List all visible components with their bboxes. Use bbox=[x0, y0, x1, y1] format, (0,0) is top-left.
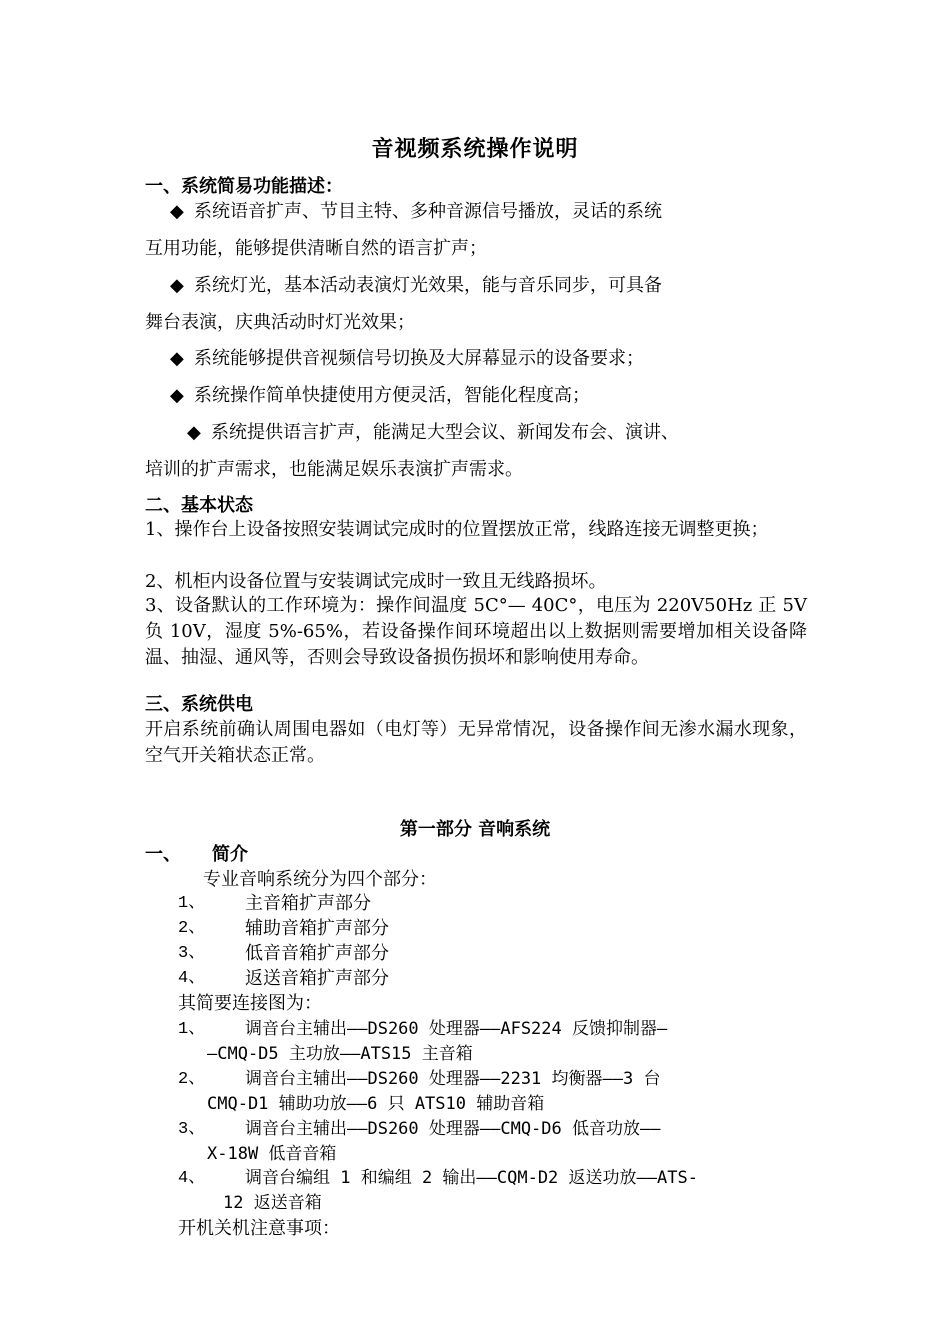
bullet-text: 系统灯光，基本活动表演灯光效果，能与音乐同步，可具备 bbox=[194, 275, 662, 296]
diamond-bullet-icon: ◆ bbox=[170, 275, 184, 296]
bullet-text: 系统提供语言扩声，能满足大型会议、新闻发布会、演讲、 bbox=[211, 422, 679, 443]
part-title: 第一部分 音响系统 bbox=[399, 819, 551, 840]
intro-heading: 简介 bbox=[212, 844, 248, 865]
connection-item bbox=[207, 1166, 807, 1216]
connection-intro: 其简要连接图为： bbox=[178, 993, 322, 1014]
list-number: 2、 bbox=[178, 919, 206, 938]
connection-line: X-18W 低音音箱 bbox=[207, 1144, 337, 1164]
bullet-item-5-cont: 培训的扩声需求，也能满足娱乐表演扩声需求。 bbox=[145, 459, 523, 480]
notes-heading: 开机关机注意事项： bbox=[178, 1218, 340, 1239]
page-title: 音视频系统操作说明 bbox=[371, 136, 579, 162]
bullet-text: 系统能够提供音视频信号切换及大屏幕显示的设备要求； bbox=[194, 348, 644, 369]
bullet-item-5 bbox=[187, 420, 679, 446]
intro-number: 一、 bbox=[145, 844, 181, 865]
diamond-bullet-icon: ◆ bbox=[170, 348, 184, 369]
list-number: 1、 bbox=[178, 1020, 206, 1039]
connection-line: 调音台主辅出——DS260 处理器——CMQ-D6 低音功放—— bbox=[245, 1119, 661, 1139]
diamond-bullet-icon: ◆ bbox=[170, 385, 184, 406]
diamond-bullet-icon: ◆ bbox=[170, 201, 184, 222]
list-number: 3、 bbox=[178, 944, 206, 963]
list-item: 主音箱扩声部分 bbox=[245, 893, 371, 914]
connection-line: 12 返送音箱 bbox=[223, 1193, 322, 1213]
list-number: 4、 bbox=[178, 969, 206, 988]
list-number: 4、 bbox=[178, 1169, 206, 1188]
section3-heading: 三、系统供电 bbox=[145, 694, 253, 715]
list-number: 3、 bbox=[178, 1120, 206, 1139]
paragraph: 2、机柜内设备位置与安装调试完成时一致且无线路损坏。 bbox=[145, 571, 607, 592]
connection-item bbox=[207, 1117, 807, 1167]
list-item: 返送音箱扩声部分 bbox=[245, 968, 389, 989]
connection-item bbox=[207, 1067, 807, 1117]
bullet-item-2 bbox=[170, 273, 662, 299]
bullet-item-2-cont: 舞台表演，庆典活动时灯光效果； bbox=[145, 312, 415, 333]
bullet-item-1 bbox=[170, 199, 662, 225]
connection-item bbox=[207, 1017, 807, 1067]
section1-heading: 一、系统简易功能描述： bbox=[145, 176, 343, 197]
bullet-item-3 bbox=[170, 346, 644, 372]
paragraph: 3、设备默认的工作环境为：操作间温度 5C°— 40C°，电压为 220V50Hz 正 5V 负 10V，湿度 5%-65%，若设备操作间环境超出以上数据则需要增加相关设备降温、抽湿、通风等，否则会导致设备损伤损坏和影响使用寿命。 bbox=[145, 595, 807, 668]
list-number: 1、 bbox=[178, 894, 206, 913]
connection-line: —CMQ-D5 主功放——ATS15 主音箱 bbox=[207, 1044, 473, 1064]
list-number: 2、 bbox=[178, 1070, 206, 1089]
bullet-item-1-cont: 互用功能，能够提供清晰自然的语言扩声； bbox=[145, 238, 487, 259]
connection-line: 调音台主辅出——DS260 处理器——2231 均衡器——3 台 bbox=[245, 1069, 661, 1089]
paragraph: 开启系统前确认周围电器如（电灯等）无异常情况，设备操作间无渗水漏水现象，空气开关箱状态正常。 bbox=[145, 719, 807, 766]
paragraph: 1、操作台上设备按照安装调试完成时的位置摆放正常，线路连接无调整更换； bbox=[145, 519, 769, 540]
bullet-text: 系统语音扩声、节目主特、多种音源信号播放，灵话的系统 bbox=[194, 201, 662, 222]
list-item: 低音音箱扩声部分 bbox=[245, 943, 389, 964]
intro-text: 专业音响系统分为四个部分： bbox=[203, 869, 437, 890]
section2-heading: 二、基本状态 bbox=[145, 495, 253, 516]
connection-line: 调音台编组 1 和编组 2 输出——CQM-D2 返送功放——ATS- bbox=[245, 1168, 698, 1188]
bullet-item-4 bbox=[170, 383, 590, 409]
diamond-bullet-icon: ◆ bbox=[187, 422, 201, 443]
connection-line: 调音台主辅出——DS260 处理器——AFS224 反馈抑制器— bbox=[245, 1019, 668, 1039]
list-item: 辅助音箱扩声部分 bbox=[245, 918, 389, 939]
connection-line: CMQ-D1 辅助功放——6 只 ATS10 辅助音箱 bbox=[207, 1094, 545, 1114]
bullet-text: 系统操作简单快捷使用方便灵活，智能化程度高； bbox=[194, 385, 590, 406]
